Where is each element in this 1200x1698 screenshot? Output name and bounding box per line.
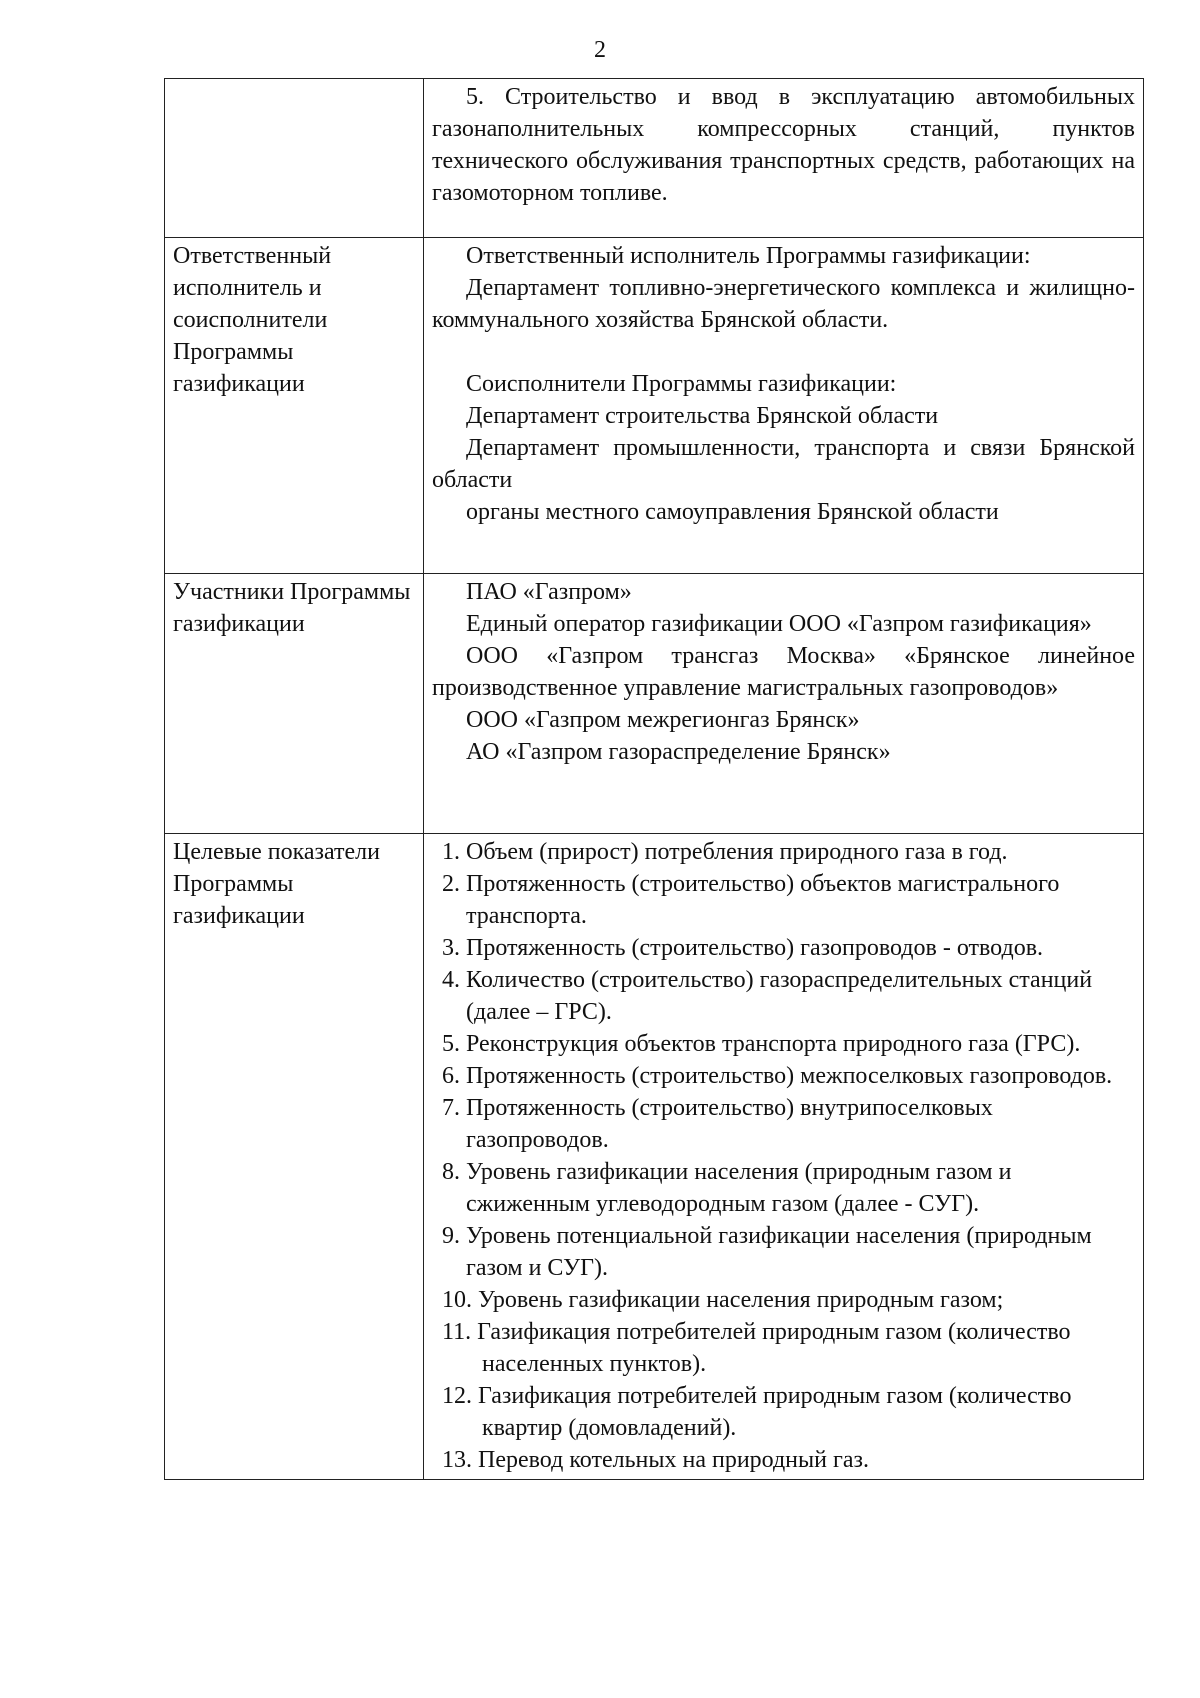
content-paragraph: ПАО «Газпром» xyxy=(466,579,632,605)
content-paragraph: Департамент промышленности, транспорта и связи Брянской области xyxy=(432,435,1135,493)
table-row xyxy=(165,834,1144,1480)
row-content xyxy=(424,79,1144,238)
content-paragraph: АО «Газпром газораспределение Брянск» xyxy=(466,739,891,765)
content-paragraph: 5. Строительство и ввод в эксплуатацию автомобильных газонаполнительных компрессорных станций, пунктов технического обслуживания транспортных средств, работающих на газомоторном топливе. xyxy=(432,84,1135,206)
program-passport-table xyxy=(164,78,1144,1480)
list-item: 3. Протяженность (строительство) газопроводов - отводов. xyxy=(442,935,1044,961)
list-item: 12. Газификация потребителей природным газом (количество квартир (домовладений). xyxy=(442,1383,1072,1441)
table-row xyxy=(165,238,1144,574)
row-content xyxy=(424,574,1144,834)
list-item: 6. Протяженность (строительство) межпоселковых газопроводов. xyxy=(442,1063,1113,1089)
content-paragraph: ООО «Газпром межрегионгаз Брянск» xyxy=(466,707,860,733)
content-paragraph: Соисполнители Программы газификации: xyxy=(466,371,897,397)
list-item: 11. Газификация потребителей природным газом (количество населенных пунктов). xyxy=(442,1319,1071,1377)
list-item: 13. Перевод котельных на природный газ. xyxy=(442,1447,869,1473)
content-paragraph: Единый оператор газификации ООО «Газпром газификация» xyxy=(466,611,1092,637)
list-item: 7. Протяженность (строительство) внутрипоселковых газопроводов. xyxy=(442,1095,993,1153)
row-label: Целевые показатели Программы газификации xyxy=(165,834,424,1480)
page-number: 2 xyxy=(594,37,606,63)
content-paragraph: Департамент топливно-энергетического комплекса и жилищно-коммунального хозяйства Брянской области. xyxy=(432,275,1135,333)
row-label: Участники Программы газификации xyxy=(165,574,424,834)
row-content xyxy=(424,238,1144,574)
row-label: Ответственный исполнитель и соисполнители Программы газификации xyxy=(165,238,424,574)
list-item: 10. Уровень газификации населения природным газом; xyxy=(442,1287,1004,1313)
list-item: 5. Реконструкция объектов транспорта природного газа (ГРС). xyxy=(442,1031,1081,1057)
table-row xyxy=(165,79,1144,238)
content-paragraph: Ответственный исполнитель Программы газификации: xyxy=(466,243,1031,269)
table-row xyxy=(165,574,1144,834)
content-paragraph: Департамент строительства Брянской области xyxy=(466,403,939,429)
list-item: 2. Протяженность (строительство) объектов магистрального транспорта. xyxy=(442,871,1060,929)
list-item: 9. Уровень потенциальной газификации населения (природным газом и СУГ). xyxy=(442,1223,1092,1281)
row-label xyxy=(165,79,424,238)
list-item: 8. Уровень газификации населения (природным газом и сжиженным углеводородным газом (далее - СУГ). xyxy=(442,1159,1012,1217)
content-paragraph: органы местного самоуправления Брянской области xyxy=(466,499,999,525)
list-item: 4. Количество (строительство) газораспределительных станций (далее – ГРС). xyxy=(442,967,1093,1025)
row-content xyxy=(424,834,1144,1480)
content-paragraph: ООО «Газпром трансгаз Москва» «Брянское линейное производственное управление магистральных газопроводов» xyxy=(432,643,1135,701)
list-item: 1. Объем (прирост) потребления природного газа в год. xyxy=(442,839,1008,865)
